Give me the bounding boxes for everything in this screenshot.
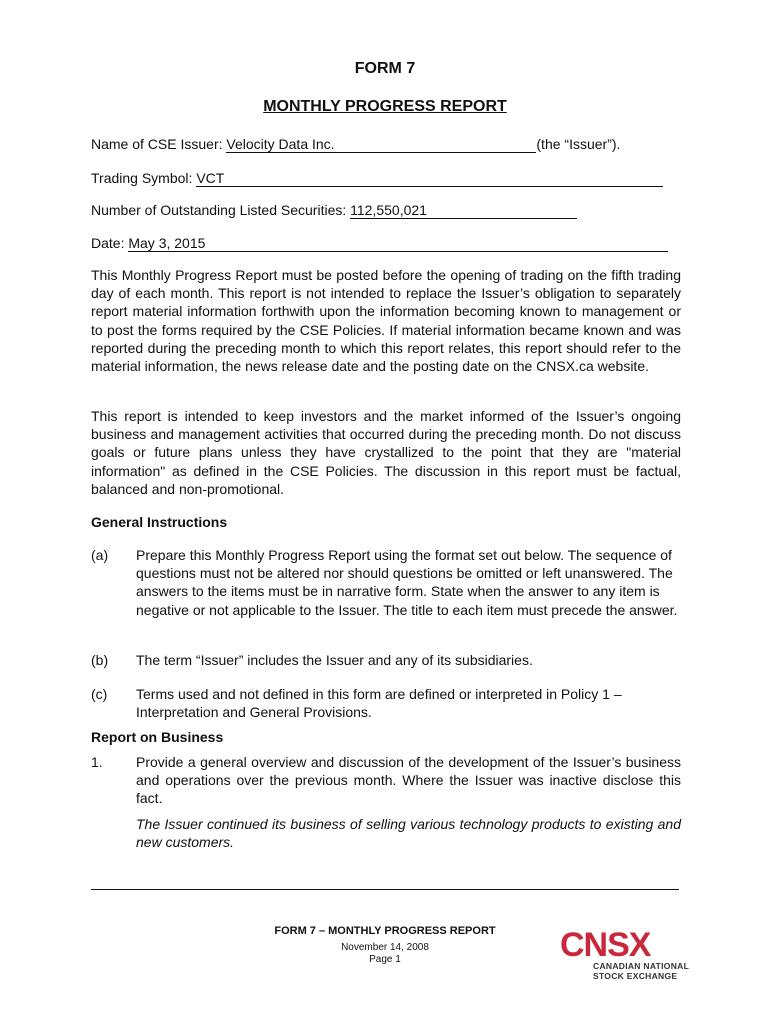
logo-subtitle-line-1: CANADIAN NATIONAL xyxy=(593,961,690,971)
securities-value: 112,550,021 xyxy=(350,203,577,219)
report-item-label-1: 1. xyxy=(91,754,103,770)
symbol-field xyxy=(91,170,663,187)
footer-divider xyxy=(91,889,679,890)
date-label: Date: xyxy=(91,235,125,251)
instruction-text-a: Prepare this Monthly Progress Report using the format set out below. The sequence of questions must not be altered nor should questions be omitted or left unanswered. The answers to the items must be in narrative form. State when the answer to any item is negative or not applicable to the Issuer. The title to each item must precede the answer. xyxy=(136,547,678,618)
footer-title: FORM 7 – MONTHLY PROGRESS REPORT xyxy=(274,925,496,937)
date-field xyxy=(91,235,668,252)
footer-page-number: Page 1 xyxy=(369,954,401,965)
instruction-text-c: Terms used and not defined in this form are defined or interpreted in Policy 1 – Interpretation and General Provisions. xyxy=(136,686,622,721)
issuer-value: Velocity Data Inc. xyxy=(226,137,536,153)
issuer-label: Name of CSE Issuer: xyxy=(91,136,223,152)
intro-paragraph-2: This report is intended to keep investors and the market informed of the Issuer’s ongoing business and management activities that occurred during the preceding month. Do not discuss goals or future plans unless they have crystallized to the point that they are "material information" as defined in the CSE Policies. The discussion in this report must be factual, balanced and non-promotional. xyxy=(91,408,681,497)
report-on-business-heading: Report on Business xyxy=(91,729,224,745)
page-title: MONTHLY PROGRESS REPORT xyxy=(263,98,507,115)
securities-field xyxy=(91,202,577,219)
symbol-label: Trading Symbol: xyxy=(91,170,193,186)
cnsx-logo-wordmark: CNSX xyxy=(560,926,651,964)
instruction-text-b: The term “Issuer” includes the Issuer and any of its subsidiaries. xyxy=(136,652,533,668)
instruction-label-b: (b) xyxy=(91,652,109,668)
securities-label: Number of Outstanding Listed Securities: xyxy=(91,202,347,218)
instruction-label-a: (a) xyxy=(91,547,109,563)
symbol-value: VCT xyxy=(196,171,663,187)
logo-subtitle-line-2: STOCK EXCHANGE xyxy=(593,971,678,981)
date-value: May 3, 2015 xyxy=(128,236,668,252)
report-item-answer-1: The Issuer continued its business of selling various technology products to existing and new customers. xyxy=(136,816,681,851)
form-number: FORM 7 xyxy=(354,60,416,77)
general-instructions-heading: General Instructions xyxy=(91,514,228,530)
instruction-label-c: (c) xyxy=(91,686,108,702)
issuer-field xyxy=(91,136,620,153)
report-item-text-1: Provide a general overview and discussion of the development of the Issuer’s business and operations over the previous month. Where the Issuer was inactive disclose this fact. xyxy=(136,754,681,807)
intro-paragraph-1: This Monthly Progress Report must be posted before the opening of trading on the fifth trading day of each month. This report is not intended to replace the Issuer’s obligation to separately report material information forthwith upon the information becoming known to management or to post the forms required by the CSE Policies. If material information became known and was reported during the preceding month to which this report relates, this report should refer to the material information, the news release date and the posting date on the CNSX.ca website. xyxy=(91,267,681,375)
footer-date: November 14, 2008 xyxy=(341,942,429,953)
issuer-suffix: (the “Issuer”). xyxy=(536,136,621,152)
